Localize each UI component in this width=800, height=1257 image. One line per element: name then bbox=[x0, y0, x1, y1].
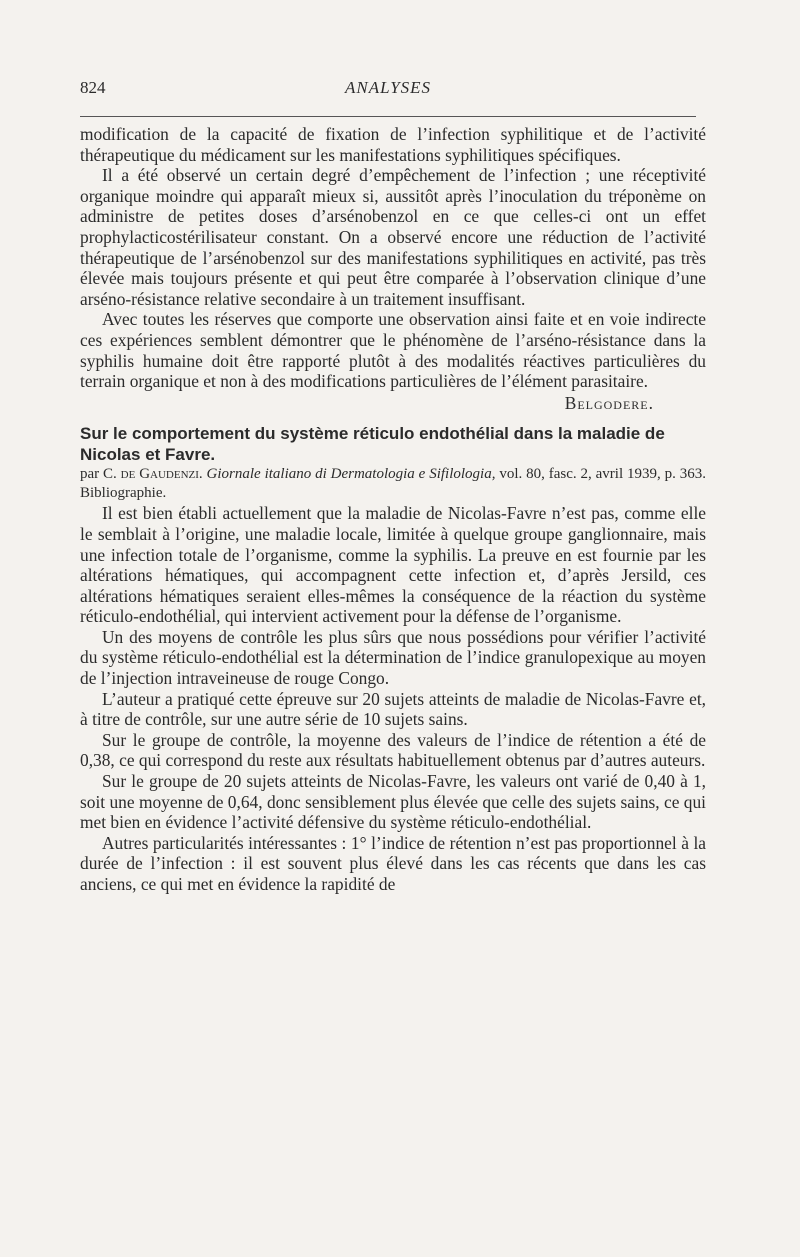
journal-name: Giornale italiano di Dermatologia e Sifilologia, bbox=[206, 466, 496, 483]
article-author: C. de Gaudenzi. bbox=[103, 466, 203, 483]
article-heading bbox=[80, 423, 706, 503]
paragraph: Il a été observé un certain degré d’empêchement de l’infection ; une réceptivité organique moindre qui apparaît mieux si, aussitôt après l’inoculation du tréponème on administre de petites doses d’arsénobenzol en ce que celles-ci ont un effet prophylacticostérilisateur constant. On a observé encore une réduction de l’activité thérapeutique de l’arsénobenzol sur des manifestations syphilitiques en activité, pas très élevée mais toujours présente et qui peut être comparée à l’observation clinique d’une arséno-résistance relative secondaire à un traitement insuffisant. bbox=[80, 165, 706, 309]
article-byline bbox=[80, 465, 706, 503]
author-signature: Belgodere. bbox=[564, 392, 654, 413]
page-body bbox=[80, 124, 706, 895]
page-header bbox=[80, 78, 696, 104]
paragraph: Autres particularités intéressantes : 1° l’indice de rétention n’est pas proportionnel à la durée de l’infection : il est souvent plus élevé dans les cas récents que dans les cas anciens, ce qui met en évidence la rapidité de bbox=[80, 832, 706, 894]
page-number: 824 bbox=[80, 78, 106, 97]
paragraph: Il est bien établi actuellement que la maladie de Nicolas-Favre n’est pas, comme elle le semblait à l’origine, une maladie locale, limitée à quelque groupe ganglionnaire, mais une infection totale de l’organisme, comme la syphilis. La preuve en est fournie par les altérations hématiques, qui accompagnent cette infection et, d’après Jersild, ces altérations hématiques seraient elles-mêmes la conséquence de la réaction du système réticulo-endothélial, qui intervient activement pour la défense de l’organisme. bbox=[80, 503, 706, 627]
paragraph: modification de la capacité de fixation de l’infection syphilitique et de l’activité thérapeutique du médicament sur les manifestations syphilitiques spécifiques. bbox=[80, 124, 706, 165]
paragraph: Avec toutes les réserves que comporte une observation ainsi faite et en voie indirecte ces expériences semblent démontrer que le phénomène de l’arséno-résistance dans la syphilis humaine doit être rapporté plutôt à des modalités réactives particulières du terrain organique et non à des modifications particulières de l’élément parasitaire. bbox=[80, 309, 706, 392]
article-title: Sur le comportement du système réticulo endothélial dans la maladie de Nicolas et Favre. bbox=[80, 424, 665, 465]
citation: vol. 80, fasc. 2, avril 1939, p. 363. Bibliographie. bbox=[80, 466, 706, 502]
paragraph: Sur le groupe de contrôle, la moyenne des valeurs de l’indice de rétention a été de 0,38, ce qui correspond du reste aux résultats habituellement obtenus par d’autres auteurs. bbox=[80, 729, 706, 771]
paragraph: Un des moyens de contrôle les plus sûrs que nous possédions pour vérifier l’activité du système réticulo-endothélial est la détermination de l’indice granulopexique au moyen de l’injection intraveineuse de rouge Congo. bbox=[80, 626, 706, 689]
running-title: ANALYSES bbox=[344, 78, 432, 97]
byline-prefix: par bbox=[80, 466, 100, 483]
paragraph: Sur le groupe de 20 sujets atteints de Nicolas-Favre, les valeurs ont varié de 0,40 à 1, soit une moyenne de 0,64, donc sensiblement plus élevée que celle des sujets sains, ce qui met bien en évidence l’activité défensive du système réticulo-endothélial. bbox=[80, 771, 706, 833]
paragraph: L’auteur a pratiqué cette épreuve sur 20 sujets atteints de maladie de Nicolas-Favre et, à titre de contrôle, sur une autre série de 10 sujets sains. bbox=[80, 688, 706, 730]
header-rule bbox=[80, 116, 696, 117]
